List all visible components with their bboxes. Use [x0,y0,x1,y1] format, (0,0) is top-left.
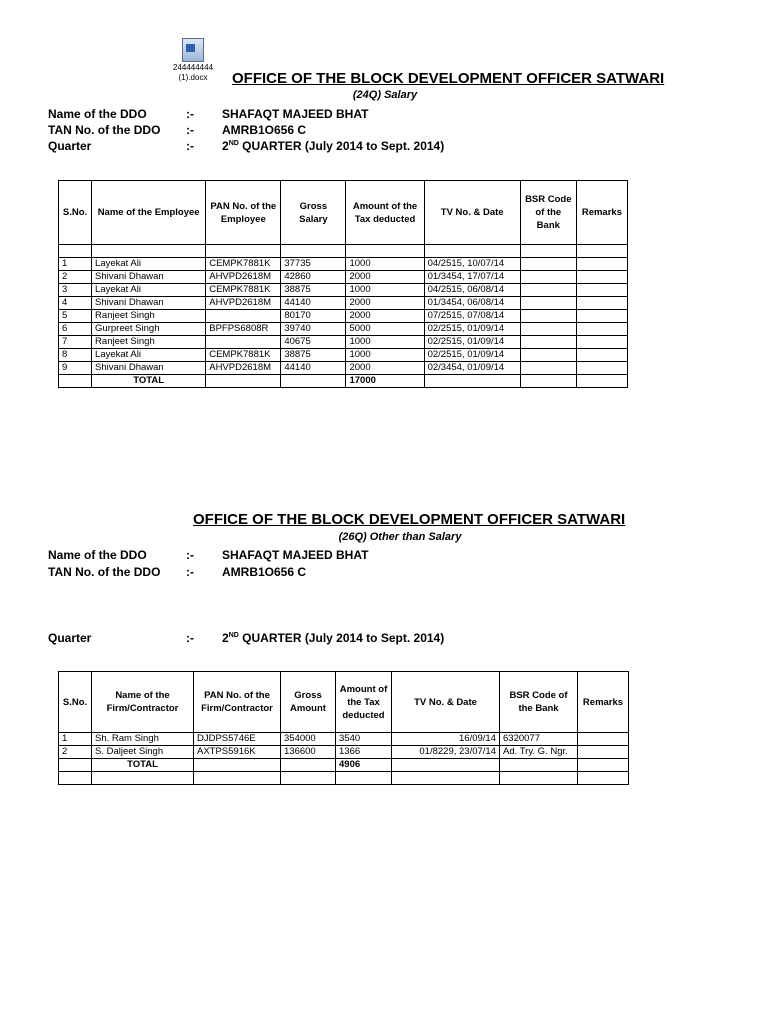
cell-gross: 80170 [281,310,346,323]
cell-bsr [520,258,576,271]
cell-remarks [576,271,627,284]
ddo-value: SHAFAQT MAJEED BHAT [222,548,369,562]
tan-value: AMRB1O656 C [222,123,307,137]
cell-sno: 6 [59,323,92,336]
ddo-separator: :- [186,107,194,121]
cell-tv-date: 04/2515, 10/07/14 [424,258,520,271]
col-header-sno: S.No. [59,672,92,733]
cell-bsr [520,310,576,323]
cell-bsr [520,349,576,362]
table-row [59,297,628,310]
cell-gross: 40675 [281,336,346,349]
cell-name: Sh. Ram Singh [92,733,194,746]
table-row [59,336,628,349]
col-header-gross: Gross Amount [281,672,336,733]
cell-pan [206,336,281,349]
cell-name: Gurpreet Singh [92,323,206,336]
table-row [59,362,628,375]
cell-name: Shivani Dhawan [92,297,206,310]
cell-remarks [576,323,627,336]
cell-name: Layekat Ali [92,258,206,271]
col-header-bsr: BSR Code of the Bank [500,672,578,733]
ddo-separator: :- [186,548,194,562]
cell-gross: 44140 [281,297,346,310]
file-name-line1: 244444444 [172,63,214,72]
col-header-pan: PAN No. of the Firm/Contractor [194,672,281,733]
section-subtitle: (24Q) Salary [352,89,418,101]
quarter-separator: :- [186,631,194,645]
cell-sno: 2 [59,271,92,284]
quarter-ordinal: ND [228,140,239,147]
quarter-value [222,631,444,645]
cell-tax: 3540 [336,733,392,746]
total-label: TOTAL [92,759,194,772]
blank-row [59,772,629,785]
cell-pan: AHVPD2618M [206,271,281,284]
cell-pan: AXTPS5916K [194,746,281,759]
cell-tv-date: 01/8229, 23/07/14 [392,746,500,759]
cell-tv-date: 16/09/14 [392,733,500,746]
col-header-remarks: Remarks [576,181,627,245]
quarter-value [222,139,444,153]
tan-label: TAN No. of the DDO [48,565,161,579]
cell-tv-date: 02/3454, 01/09/14 [424,362,520,375]
cell-sno: 8 [59,349,92,362]
total-label: TOTAL [92,375,206,388]
quarter-label: Quarter [48,139,92,153]
col-header-tv: TV No. & Date [392,672,500,733]
table-row [59,323,628,336]
cell-remarks [578,733,629,746]
tan-separator: :- [186,565,194,579]
cell-gross: 39740 [281,323,346,336]
cell-tax: 1000 [346,258,424,271]
cell-tv-date: 04/2515, 06/08/14 [424,284,520,297]
tan-label: TAN No. of the DDO [48,123,161,137]
cell-tax: 2000 [346,362,424,375]
quarter-number: 2 [222,139,229,153]
office-title: OFFICE OF THE BLOCK DEVELOPMENT OFFICER SATWARI [232,70,665,87]
cell-remarks [578,746,629,759]
cell-name: Shivani Dhawan [92,362,206,375]
cell-pan [206,310,281,323]
cell-name: Shivani Dhawan [92,271,206,284]
cell-bsr [520,284,576,297]
total-amount: 17000 [346,375,424,388]
total-amount: 4906 [336,759,392,772]
cell-pan: AHVPD2618M [206,362,281,375]
cell-sno: 2 [59,746,92,759]
office-title: OFFICE OF THE BLOCK DEVELOPMENT OFFICER SATWARI [193,511,626,528]
cell-tv-date: 02/2515, 01/09/14 [424,336,520,349]
file-name-line2: (1).docx [178,73,208,82]
cell-bsr [520,271,576,284]
cell-tv-date: 02/2515, 01/09/14 [424,349,520,362]
cell-remarks [576,336,627,349]
cell-tax: 2000 [346,310,424,323]
cell-tv-date: 01/3454, 17/07/14 [424,271,520,284]
table-row [59,310,628,323]
total-row [59,375,628,388]
other-than-salary-tds-table [58,671,629,785]
cell-pan: AHVPD2618M [206,297,281,310]
col-header-name: Name of the Employee [92,181,206,245]
ddo-label: Name of the DDO [48,107,147,121]
cell-tax: 1000 [346,349,424,362]
table-row [59,349,628,362]
col-header-sno: S.No. [59,181,92,245]
table-header-row [59,181,628,245]
cell-pan: DJDPS5746E [194,733,281,746]
cell-sno: 1 [59,258,92,271]
tan-separator: :- [186,123,194,137]
col-header-tax: Amount of the Tax deducted [336,672,392,733]
quarter-label: Quarter [48,631,92,645]
table-header-row [59,672,629,733]
cell-gross: 44140 [281,362,346,375]
cell-gross: 38875 [281,284,346,297]
quarter-number: 2 [222,631,229,645]
cell-remarks [576,310,627,323]
salary-tds-table [58,180,628,388]
cell-pan: CEMPK7881K [206,284,281,297]
cell-bsr [520,323,576,336]
cell-bsr: 6320077 [500,733,578,746]
quarter-period: QUARTER (July 2014 to Sept. 2014) [238,139,445,153]
table-row [59,733,629,746]
cell-tax: 2000 [346,271,424,284]
cell-gross: 37735 [281,258,346,271]
total-row [59,759,629,772]
cell-remarks [576,349,627,362]
cell-sno: 7 [59,336,92,349]
cell-tax: 2000 [346,297,424,310]
quarter-ordinal: ND [228,632,239,639]
cell-pan: CEMPK7881K [206,349,281,362]
col-header-gross: Gross Salary [281,181,346,245]
table-row [59,271,628,284]
col-header-tax: Amount of the Tax deducted [346,181,424,245]
cell-gross: 136600 [281,746,336,759]
cell-sno: 4 [59,297,92,310]
table-row [59,258,628,271]
cell-bsr [520,362,576,375]
cell-tax: 5000 [346,323,424,336]
ddo-value: SHAFAQT MAJEED BHAT [222,107,369,121]
col-header-bsr: BSR Code of the Bank [520,181,576,245]
cell-name: Ranjeet Singh [92,310,206,323]
quarter-separator: :- [186,139,194,153]
col-header-tv: TV No. & Date [424,181,520,245]
cell-remarks [576,297,627,310]
cell-pan: BPFPS6808R [206,323,281,336]
col-header-remarks: Remarks [578,672,629,733]
quarter-period: QUARTER (July 2014 to Sept. 2014) [238,631,445,645]
word-document-icon [182,38,204,62]
ddo-label: Name of the DDO [48,548,147,562]
cell-sno: 1 [59,733,92,746]
docx-file-icon[interactable] [171,38,215,82]
cell-gross: 354000 [281,733,336,746]
col-header-pan: PAN No. of the Employee [206,181,281,245]
cell-sno: 3 [59,284,92,297]
cell-name: S. Daljeet Singh [92,746,194,759]
cell-name: Layekat Ali [92,349,206,362]
cell-remarks [576,362,627,375]
tan-value: AMRB1O656 C [222,565,307,579]
cell-tax: 1000 [346,284,424,297]
section-subtitle: (26Q) Other than Salary [338,531,462,543]
cell-gross: 42860 [281,271,346,284]
cell-sno: 5 [59,310,92,323]
cell-bsr: Ad. Try. G. Ngr. [500,746,578,759]
cell-tax: 1366 [336,746,392,759]
cell-tv-date: 07/2515, 07/08/14 [424,310,520,323]
cell-remarks [576,258,627,271]
cell-tv-date: 01/3454, 06/08/14 [424,297,520,310]
cell-bsr [520,297,576,310]
cell-remarks [576,284,627,297]
cell-sno: 9 [59,362,92,375]
table-row [59,284,628,297]
cell-bsr [520,336,576,349]
cell-name: Ranjeet Singh [92,336,206,349]
col-header-name: Name of the Firm/Contractor [92,672,194,733]
cell-gross: 38875 [281,349,346,362]
cell-tax: 1000 [346,336,424,349]
cell-pan: CEMPK7881K [206,258,281,271]
cell-name: Layekat Ali [92,284,206,297]
table-row [59,746,629,759]
spacer-row [59,245,628,258]
cell-tv-date: 02/2515, 01/09/14 [424,323,520,336]
